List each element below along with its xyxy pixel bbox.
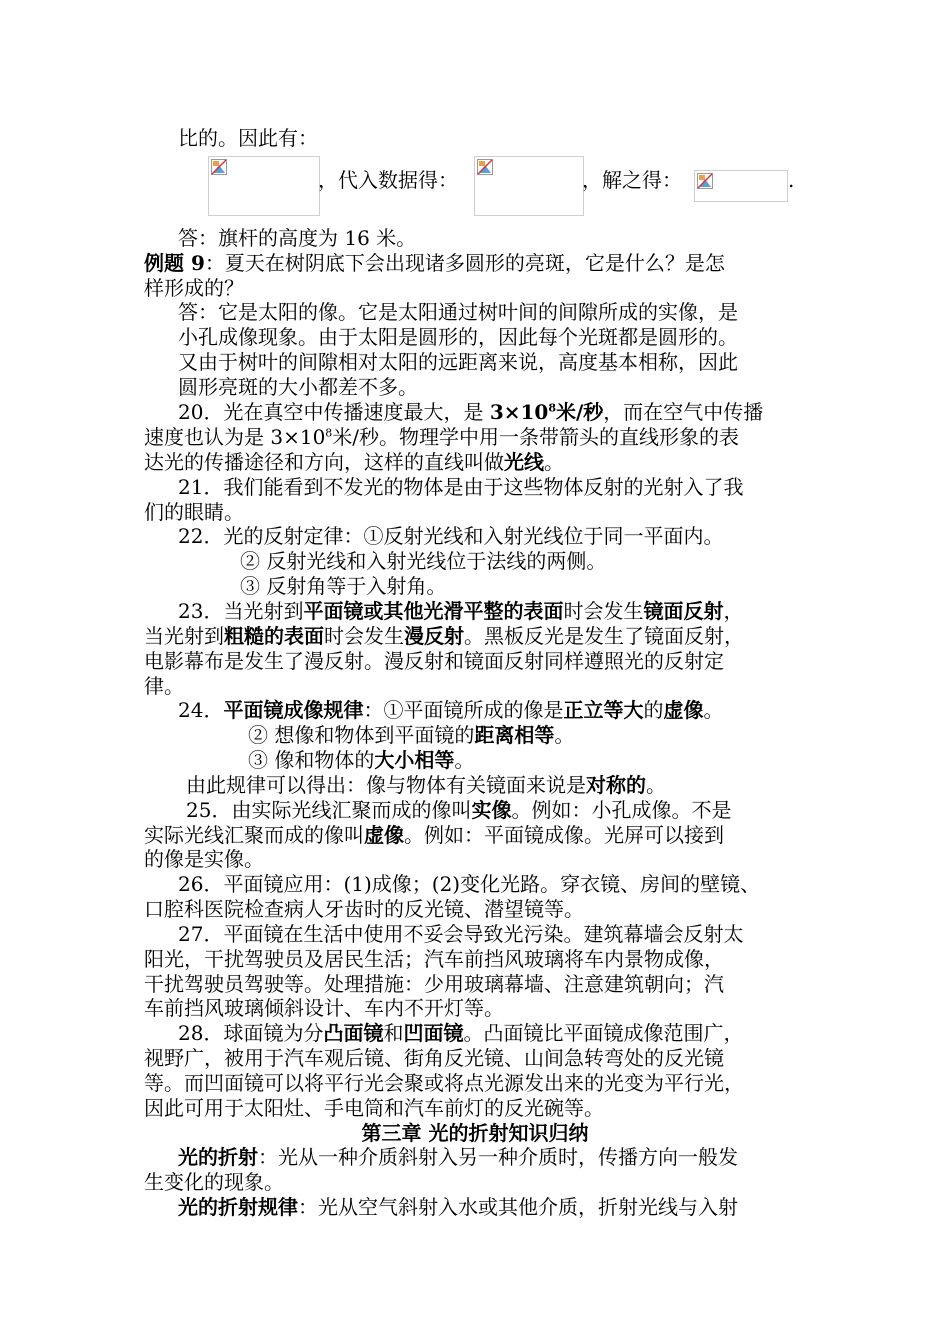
text-line: 比的。因此有： [178, 126, 318, 150]
text-line: 圆形亮斑的大小都差不多。 [178, 375, 418, 399]
text-span: ：①平面镜所成的像是 [363, 698, 564, 722]
text-line: 们的眼睛。 [144, 500, 244, 524]
broken-image-icon [697, 173, 713, 189]
text-line [248, 723, 574, 747]
text-line: ，代入数据得： [318, 168, 458, 192]
text-line: 生变化的现象。 [144, 1170, 284, 1194]
formula-image-1 [208, 156, 320, 216]
text-line: . [788, 168, 795, 192]
text-line: 答：旗杆的高度为 16 米。 [178, 226, 417, 250]
text-span: 。黑板反光是发生了镜面反射， [464, 624, 744, 648]
text-line: ② 反射光线和入射光线位于法线的两侧。 [240, 549, 607, 573]
text-bold: 3×10 [489, 400, 549, 424]
text-span: ， [723, 599, 744, 623]
text-line: 因此可用于太阳灶、手电筒和汽车前灯的反光碗等。 [144, 1096, 604, 1120]
text-span: 23．当光射到 [178, 599, 304, 623]
text-span: ② 想像和物体到平面镜的 [248, 723, 475, 747]
text-span: 和 [383, 1021, 404, 1045]
text-bold: 平面镜或其他光滑平整的表面 [303, 599, 564, 623]
text-line: 电影幕布是发生了漫反射。漫反射和镜面反射同样遵照光的反射定 [144, 649, 724, 673]
text-line: 等。而凹面镜可以将平行光会聚或将点光源发出来的光变为平行光， [144, 1071, 744, 1095]
broken-image-icon [477, 159, 493, 175]
text-bold: 米/秒 [555, 400, 604, 424]
text-span: ③ 像和物体的 [248, 748, 375, 772]
text-line: 干扰驾驶员驾驶等。处理措施：少用玻璃幕墙、注意建筑朝向；汽 [144, 972, 724, 996]
text-line [144, 624, 744, 648]
text-bold: 距离相等 [474, 723, 555, 747]
text-span: 。 [544, 450, 564, 474]
chapter-heading: 第三章 光的折射知识归纳 [361, 1121, 589, 1145]
text-span: 。例如：小孔成像。不是 [511, 798, 732, 822]
text-span: 。 [703, 698, 724, 722]
text-line [178, 1145, 738, 1169]
text-line: 口腔科医院检查病人牙齿时的反光镜、潜望镜等。 [144, 897, 584, 921]
text-span: ：夏天在树阴底下会出现诸多圆形的亮斑，它是什么？是怎 [204, 251, 725, 275]
text-line: 26．平面镜应用：(1)成像；(2)变化光路。穿衣镜、房间的壁镜、 [178, 872, 761, 896]
formula-image-2 [474, 156, 584, 216]
text-bold: 粗糙的表面 [224, 624, 324, 648]
text-span: ，而在空气中传播 [603, 400, 764, 424]
text-span: 时会发生 [563, 599, 644, 623]
text-span: ：光从一种介质斜射入另一种介质时，传播方向一般发 [258, 1145, 738, 1169]
text-span: 达光的传播途径和方向，这样的直线叫做 [144, 450, 504, 474]
text-span: 时会发生 [324, 624, 404, 648]
text-span: 。 [646, 773, 666, 797]
superscript: 8 [548, 401, 556, 415]
formula-image-3 [694, 170, 788, 202]
text-span: 速度也认为是 3×10 [144, 425, 326, 449]
text-bold: 大小相等 [374, 748, 455, 772]
text-bold: 凸面镜 [323, 1021, 384, 1045]
text-bold: 对称的 [586, 773, 646, 797]
text-span: 。例如：平面镜成像。光屏可以接到 [404, 823, 724, 847]
text-line: 27．平面镜在生活中使用不妥会导致光污染。建筑幕墙会反射太 [178, 922, 744, 946]
text-line: 车前挡风玻璃倾斜设计、车内不开灯等。 [144, 996, 504, 1020]
text-span: 。凸面镜比平面镜成像范围广， [463, 1021, 744, 1045]
text-bold: 镜面反射 [643, 599, 724, 623]
text-bold: 实像 [471, 798, 512, 822]
text-span: 24． [178, 698, 224, 722]
text-span: 米/秒。物理学中用一条带箭头的直线形象的表 [332, 425, 740, 449]
text-line: ③ 反射角等于入射角。 [240, 574, 447, 598]
text-line [144, 251, 725, 275]
text-span: 实际光线汇聚而成的像叫 [144, 823, 364, 847]
text-line: 的像是实像。 [144, 847, 264, 871]
text-bold: 光的折射规律 [178, 1195, 298, 1219]
text-line [178, 1021, 743, 1045]
text-bold: 虚像 [663, 698, 704, 722]
broken-image-icon [211, 159, 227, 175]
text-span: 当光射到 [144, 624, 224, 648]
text-span: 20．光在真空中传播速度最大，是 [178, 400, 490, 424]
text-line [248, 748, 474, 772]
text-span: 的 [643, 698, 664, 722]
text-span: 25．由实际光线汇聚而成的像叫 [186, 798, 472, 822]
text-line: 视野广，被用于汽车观后镜、街角反光镜、山间急转弯处的反光镜 [144, 1046, 724, 1070]
text-line: 阳光，干扰驾驶员及居民生活；汽车前挡风玻璃将车内景物成像， [144, 947, 724, 971]
text-line: 小孔成像现象。由于太阳是圆形的，因此每个光斑都是圆形的。 [178, 325, 738, 349]
text-span: 28．球面镜为分 [178, 1021, 324, 1045]
text-line: 答：它是太阳的像。它是太阳通过树叶间的间隙所成的实像，是 [178, 300, 738, 324]
text-bold: 正立等大 [563, 698, 644, 722]
text-line: 样形成的？ [144, 276, 244, 300]
text-line: 21．我们能看到不发光的物体是由于这些物体反射的光射入了我 [178, 475, 744, 499]
text-bold: 漫反射 [404, 624, 464, 648]
text-line [178, 599, 743, 623]
text-bold: 平面镜成像规律 [223, 698, 364, 722]
text-line [144, 425, 739, 449]
text-bold: 光线 [504, 450, 544, 474]
text-line [144, 823, 724, 847]
text-line: 律。 [144, 674, 184, 698]
text-line [144, 450, 564, 474]
superscript: 8 [325, 426, 333, 440]
text-line [186, 773, 666, 797]
text-span: 。 [454, 748, 475, 772]
example-label: 例题 9 [144, 251, 205, 275]
text-line: 22．光的反射定律：①反射光线和入射光线位于同一平面内。 [178, 524, 724, 548]
text-line: 又由于树叶的间隙相对太阳的远距离来说，高度基本相称，因此 [178, 350, 738, 374]
text-span: 。 [554, 723, 575, 747]
text-bold: 虚像 [364, 823, 404, 847]
text-line [186, 798, 731, 822]
text-line [178, 1195, 738, 1219]
text-bold: 光的折射 [178, 1145, 258, 1169]
text-line [178, 698, 723, 722]
text-span: ：光从空气斜射入水或其他介质，折射光线与入射 [298, 1195, 738, 1219]
text-line: ，解之得： [582, 168, 682, 192]
text-bold: 凹面镜 [403, 1021, 464, 1045]
text-span: 由此规律可以得出：像与物体有关镜面来说是 [186, 773, 586, 797]
text-line [178, 400, 763, 424]
